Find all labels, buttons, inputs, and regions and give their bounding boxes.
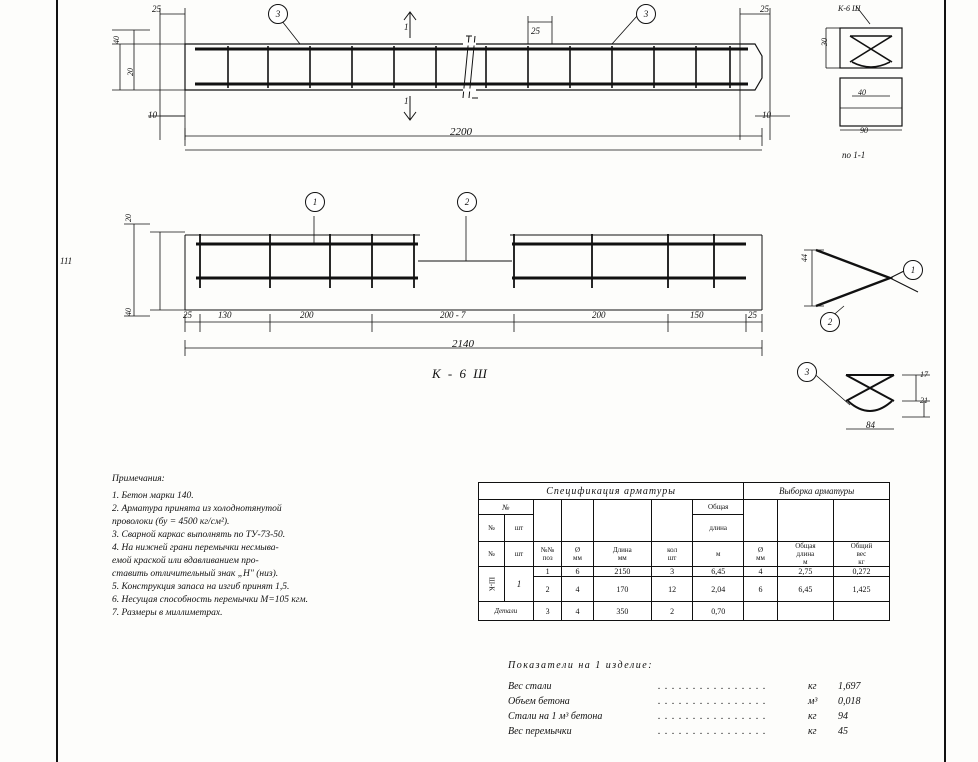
indicator-dots-1: . . . . . . . . . . . . . . . . — [658, 681, 767, 692]
spec-hdr-total: Общая — [693, 500, 744, 515]
section-1-1-view — [800, 0, 970, 190]
indicator-value-1: 1,697 — [838, 681, 861, 692]
cell-obsh-2: 2,04 — [693, 577, 744, 602]
plan-dim-s4: 200 — [592, 310, 606, 320]
indicator-dots-4: . . . . . . . . . . . . . . . . — [658, 726, 767, 737]
indicator-value-3: 94 — [838, 711, 848, 722]
spec-karkas-sht: 1 — [505, 567, 534, 602]
cell-obsh-3: 0,70 — [693, 602, 744, 621]
node-mark-2: 2 — [820, 312, 840, 332]
section-dim-inner: 40 — [858, 88, 866, 97]
spec-subhdr-vlen: Общая длина м — [777, 542, 833, 567]
indicator-dots-2: . . . . . . . . . . . . . . . . — [658, 696, 767, 707]
table-row — [479, 577, 890, 602]
cell-len-3: 350 — [593, 602, 652, 621]
indicator-value-2: 0,018 — [838, 696, 861, 707]
cell-vlen-2: 6,45 — [777, 577, 833, 602]
note-item-10: 7. Размеры в миллиметрах. — [112, 608, 223, 618]
dim-left-height-b: 20 — [126, 68, 135, 76]
detail-3-balloon: 3 — [797, 362, 817, 382]
cell-kol-1: 3 — [652, 567, 693, 577]
indicator-label-4: Вес перемычки — [508, 726, 572, 737]
cell-details-label: Детали — [479, 602, 534, 621]
indicators-title: Показатели на 1 изделие: — [508, 660, 654, 671]
indicator-label-3: Стали на 1 м³ бетона — [508, 711, 603, 722]
cell-vd-3 — [744, 602, 778, 621]
node-detail-view — [790, 220, 970, 350]
spec-title: Спецификация арматуры — [479, 483, 744, 500]
plan-dim-bottom-small: 40 — [124, 308, 133, 316]
cell-len-2: 170 — [593, 577, 652, 602]
plan-dim-s1: 130 — [218, 310, 232, 320]
indicator-label-2: Объем бетона — [508, 696, 570, 707]
detail3-dim-h2: 21 — [920, 396, 928, 405]
dim-bottom-right: 10 — [762, 110, 771, 120]
note-item-3: проволоки (бу = 4500 кг/см²). — [112, 517, 230, 527]
mark-balloon-1: 1 — [305, 192, 325, 212]
section-mark-label: К-6 Ш — [838, 4, 861, 13]
cell-poz-2: 2 — [533, 577, 562, 602]
mark-balloon-3a: 3 — [268, 4, 288, 24]
note-item-8: 5. Конструкция запаса на изгиб принят 1,5. — [112, 582, 290, 592]
detail-3-view — [790, 355, 970, 485]
section-caption: по 1-1 — [842, 150, 866, 160]
indicator-dots-3: . . . . . . . . . . . . . . . . — [658, 711, 767, 722]
cell-vlen-3 — [777, 602, 833, 621]
section-dim-outer: 90 — [860, 126, 868, 135]
dim-top-right-offset: 25 — [760, 4, 769, 14]
cell-poz-3: 3 — [533, 602, 562, 621]
dim-top-inner: 25 — [531, 26, 540, 36]
spec-subhdr-kol: кол шт — [652, 542, 693, 567]
spec-karkas-no: Ш-К — [479, 567, 505, 602]
cell-kol-3: 2 — [652, 602, 693, 621]
table-row — [479, 567, 890, 577]
cell-d-2: 4 — [562, 577, 593, 602]
spec-subhdr-num: № — [479, 542, 505, 567]
note-item-6: емой краской или вдавливанием про- — [112, 556, 259, 566]
spec-table-block — [478, 482, 890, 621]
spec-subhdr-obsh: м — [693, 542, 744, 567]
detail3-dim-bottom: 84 — [866, 420, 875, 430]
dim-bottom-left: 10 — [148, 110, 157, 120]
spec-hdr-sht: шт — [505, 515, 534, 542]
note-item-2: 2. Арматура принята из холоднотянутой — [112, 504, 282, 514]
spec-subhdr-len: Длина мм — [593, 542, 652, 567]
detail3-dim-h1: 17 — [920, 370, 928, 379]
cell-len-1: 2150 — [593, 567, 652, 577]
spec-subhdr-sht: шт — [505, 542, 534, 567]
note-item-5: 4. На нижней грани перемычки несмыва- — [112, 543, 279, 553]
section-dim-height: 30 — [820, 38, 829, 46]
plan-dim-right-offset: 25 — [748, 310, 757, 320]
indicators-block — [508, 658, 861, 739]
indicator-row-4 — [508, 724, 861, 739]
cell-d-3: 4 — [562, 602, 593, 621]
indicator-value-4: 45 — [838, 726, 848, 737]
indicator-unit-2: м³ — [808, 696, 818, 707]
indicator-row-2 — [508, 694, 861, 709]
cell-vlen-1: 2,75 — [777, 567, 833, 577]
indicator-unit-3: кг — [808, 711, 817, 722]
note-item-1: 1. Бетон марки 140. — [112, 491, 194, 501]
spec-hdr-obsh: длина — [693, 515, 744, 542]
dim-total-length: 2200 — [450, 126, 472, 138]
dim-top-left-offset: 25 — [152, 4, 161, 14]
plan-dim-height: 111 — [60, 256, 73, 266]
cell-d-1: 6 — [562, 567, 593, 577]
table-row — [479, 602, 890, 621]
indicator-label-1: Вес стали — [508, 681, 552, 692]
cell-obsh-1: 6,45 — [693, 567, 744, 577]
spec-subhdr-poz: №№ поз — [533, 542, 562, 567]
plan-dim-s2: 200 — [300, 310, 314, 320]
indicator-unit-4: кг — [808, 726, 817, 737]
cell-kol-2: 12 — [652, 577, 693, 602]
section-mark-top: 1 — [404, 22, 409, 32]
spec-subhdr-d: Ø мм — [562, 542, 593, 567]
cell-vves-1: 0,272 — [833, 567, 889, 577]
cell-poz-1: 1 — [533, 567, 562, 577]
cell-vd-1: 4 — [744, 567, 778, 577]
plan-dim-s5: 150 — [690, 310, 704, 320]
plan-dim-left-offset: 25 — [183, 310, 192, 320]
drawing-title: K - 6 Ш — [432, 366, 489, 381]
indicator-row-1 — [508, 679, 861, 694]
node-mark-1: 1 — [903, 260, 923, 280]
spec-hdr-num: № — [479, 515, 505, 542]
node-dim-a: 44 — [800, 254, 809, 262]
cell-vves-2: 1,425 — [833, 577, 889, 602]
notes-block — [112, 473, 308, 620]
indicator-row-3 — [508, 709, 861, 724]
note-item-7: ставить отличительный знак „Н" (низ). — [112, 569, 279, 579]
note-item-4: 3. Сварной каркас выполнять по ТУ-73-50. — [112, 530, 286, 540]
note-item-9: 6. Несущая способность перемычки М=105 кгм. — [112, 595, 308, 605]
spec-hdr-karkas: № — [479, 500, 534, 515]
dim-left-height-a: 40 — [112, 36, 121, 44]
plan-dim-top-small: 20 — [124, 214, 133, 222]
plan-dim-total: 2140 — [452, 338, 474, 350]
cell-vd-2: 6 — [744, 577, 778, 602]
spec-title-2: Выборка арматуры — [744, 483, 890, 500]
notes-title: Примечания: — [112, 474, 165, 484]
plan-dim-s3: 200 - 7 — [440, 310, 466, 320]
spec-subhdr-vves: Общий вес кг — [833, 542, 889, 567]
mark-balloon-3b: 3 — [636, 4, 656, 24]
section-mark-bottom: 1 — [404, 96, 409, 106]
spec-subhdr-vd: Ø мм — [744, 542, 778, 567]
cell-vves-3 — [833, 602, 889, 621]
mark-balloon-2: 2 — [457, 192, 477, 212]
indicator-unit-1: кг — [808, 681, 817, 692]
